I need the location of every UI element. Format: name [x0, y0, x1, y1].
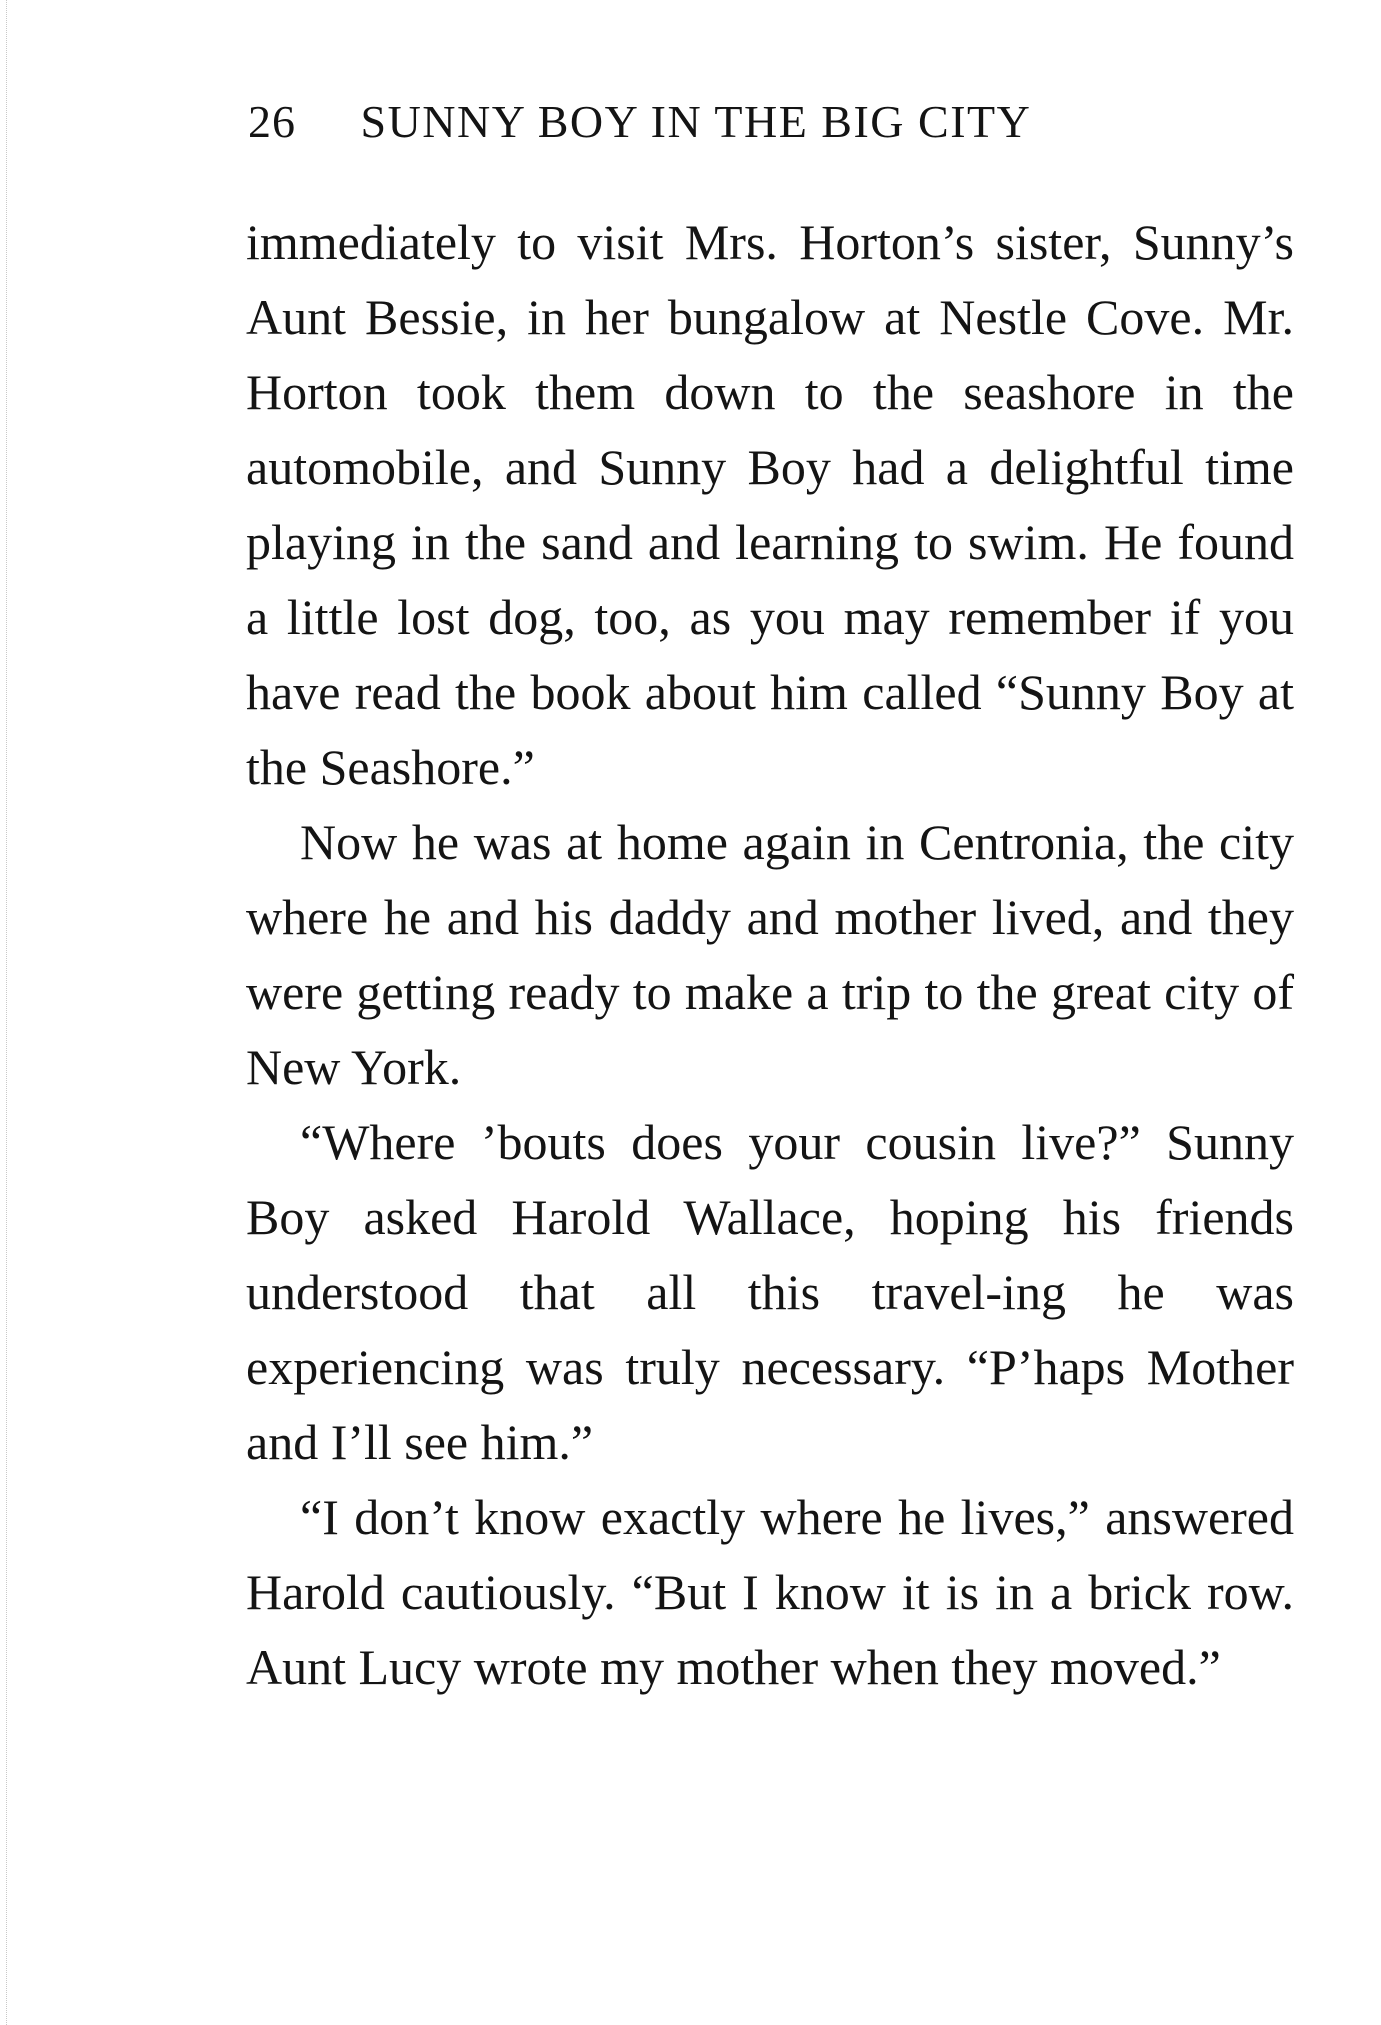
paragraph-cousin-question: “Where ’bouts does your cousin live?” Sunny Boy asked Harold Wallace, hoping his friends understood that all this travel-ing he was experiencing was truly necessary. “P’haps Mother and I’ll see him.”: [246, 1114, 1294, 1470]
body-text: [246, 205, 1294, 1705]
paragraph-centronia: Now he was at home again in Centronia, the city where he and his daddy and mother lived, and they were getting ready to make a trip to the great city of New York.: [246, 814, 1294, 1095]
page-header: [248, 92, 1308, 152]
page-number: 26: [248, 96, 296, 147]
paragraph-continuation: immediately to visit Mrs. Horton’s sister, Sunny’s Aunt Bessie, in her bungalow at Nestle Cove. Mr. Horton took them down to the seashore in the automobile, and Sunny Boy had a delightful time playing in the sand and learning to swim. He found a little lost dog, too, as you may remember if you have read the book about him called “Sunny Boy at the Seashore.”: [246, 214, 1294, 795]
scan-edge-marks: [6, 0, 15, 2025]
running-title: SUNNY BOY IN THE BIG CITY: [360, 96, 1032, 147]
paragraph-harold-answer: “I don’t know exactly where he lives,” answered Harold cautiously. “But I know it is in a brick row. Aunt Lucy wrote my mother when they moved.”: [246, 1489, 1294, 1695]
